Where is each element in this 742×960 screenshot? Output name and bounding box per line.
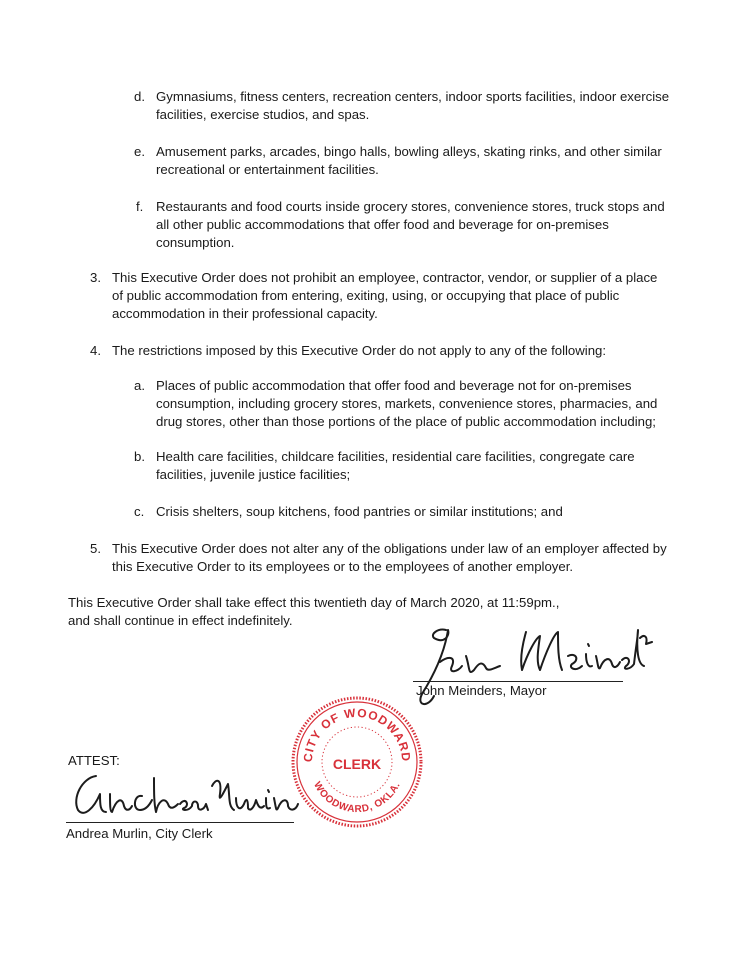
- clerk-signature: [66, 764, 306, 826]
- list-letter-c: c.: [134, 504, 145, 519]
- item-b-line-2: facilities, juvenile justice facilities;: [156, 467, 351, 482]
- item-e-line-2: recreational or entertainment facilities.: [156, 162, 379, 177]
- item-f-line-3: consumption.: [156, 235, 235, 250]
- item-a-line-2: consumption, including grocery stores, markets, convenience stores, pharmacies, and: [156, 396, 658, 411]
- seal-bottom-text: WOODWARD, OKLA.: [311, 780, 403, 816]
- clerk-name: Andrea Murlin, City Clerk: [66, 826, 213, 841]
- item5-line-1: This Executive Order does not alter any of the obligations under law of an employer affected by: [112, 541, 667, 556]
- mayor-signature: [408, 616, 658, 716]
- list-letter-a: a.: [134, 378, 145, 393]
- seal-top-text: CITY OF WOODWARD: [300, 705, 414, 763]
- item-d-line-2: facilities, exercise studios, and spas.: [156, 107, 370, 122]
- item4-line-1: The restrictions imposed by this Executive Order do not apply to any of the following:: [112, 343, 607, 358]
- effect-line-2: and shall continue in effect indefinitely.: [68, 613, 293, 628]
- city-clerk-seal: [288, 693, 426, 831]
- item-a-line-1: Places of public accommodation that offer food and beverage not for on-premises: [156, 378, 632, 393]
- item3-line-2: of public accommodation from entering, exiting, using, or occupying that place of public: [112, 288, 620, 303]
- list-letter-d: d.: [134, 89, 145, 104]
- item-b-line-1: Health care facilities, childcare facilities, residential care facilities, congregate care: [156, 449, 635, 464]
- item-c-line-1: Crisis shelters, soup kitchens, food pantries or similar institutions; and: [156, 504, 563, 519]
- list-letter-b: b.: [134, 449, 145, 464]
- effect-line-1: This Executive Order shall take effect this twentieth day of March 2020, at 11:59pm.,: [68, 595, 560, 610]
- item-f-line-1: Restaurants and food courts inside grocery stores, convenience stores, truck stops and: [156, 199, 665, 214]
- item-a-line-3: drug stores, other than those portions of the place of public accommodation including;: [156, 414, 656, 429]
- item3-line-1: This Executive Order does not prohibit an employee, contractor, vendor, or supplier of a place: [112, 270, 658, 285]
- seal-center-text: CLERK: [332, 756, 382, 772]
- item5-line-2: this Executive Order to its employees or to the employees of another employer.: [112, 559, 574, 574]
- list-letter-f: f.: [136, 199, 144, 214]
- item-number-3: 3.: [90, 270, 101, 285]
- item3-line-3: accommodation in their professional capacity.: [112, 306, 378, 321]
- clerk-signature-line: [66, 822, 294, 823]
- item-d-line-1: Gymnasiums, fitness centers, recreation centers, indoor sports facilities, indoor exercise: [156, 89, 670, 104]
- item-number-4: 4.: [90, 343, 101, 358]
- mayor-name: John Meinders, Mayor: [416, 683, 547, 698]
- svg-text:CITY OF WOODWARD: [301, 706, 413, 763]
- item-number-5: 5.: [90, 541, 101, 556]
- svg-text:WOODWARD, OKLA.: [311, 780, 403, 815]
- item-f-line-2: all other public accommodations that offer food and beverage for on-premises: [156, 217, 609, 232]
- attest-label: ATTEST:: [68, 753, 120, 768]
- item-e-line-1: Amusement parks, arcades, bingo halls, bowling alleys, skating rinks, and other similar: [156, 144, 662, 159]
- list-letter-e: e.: [134, 144, 145, 159]
